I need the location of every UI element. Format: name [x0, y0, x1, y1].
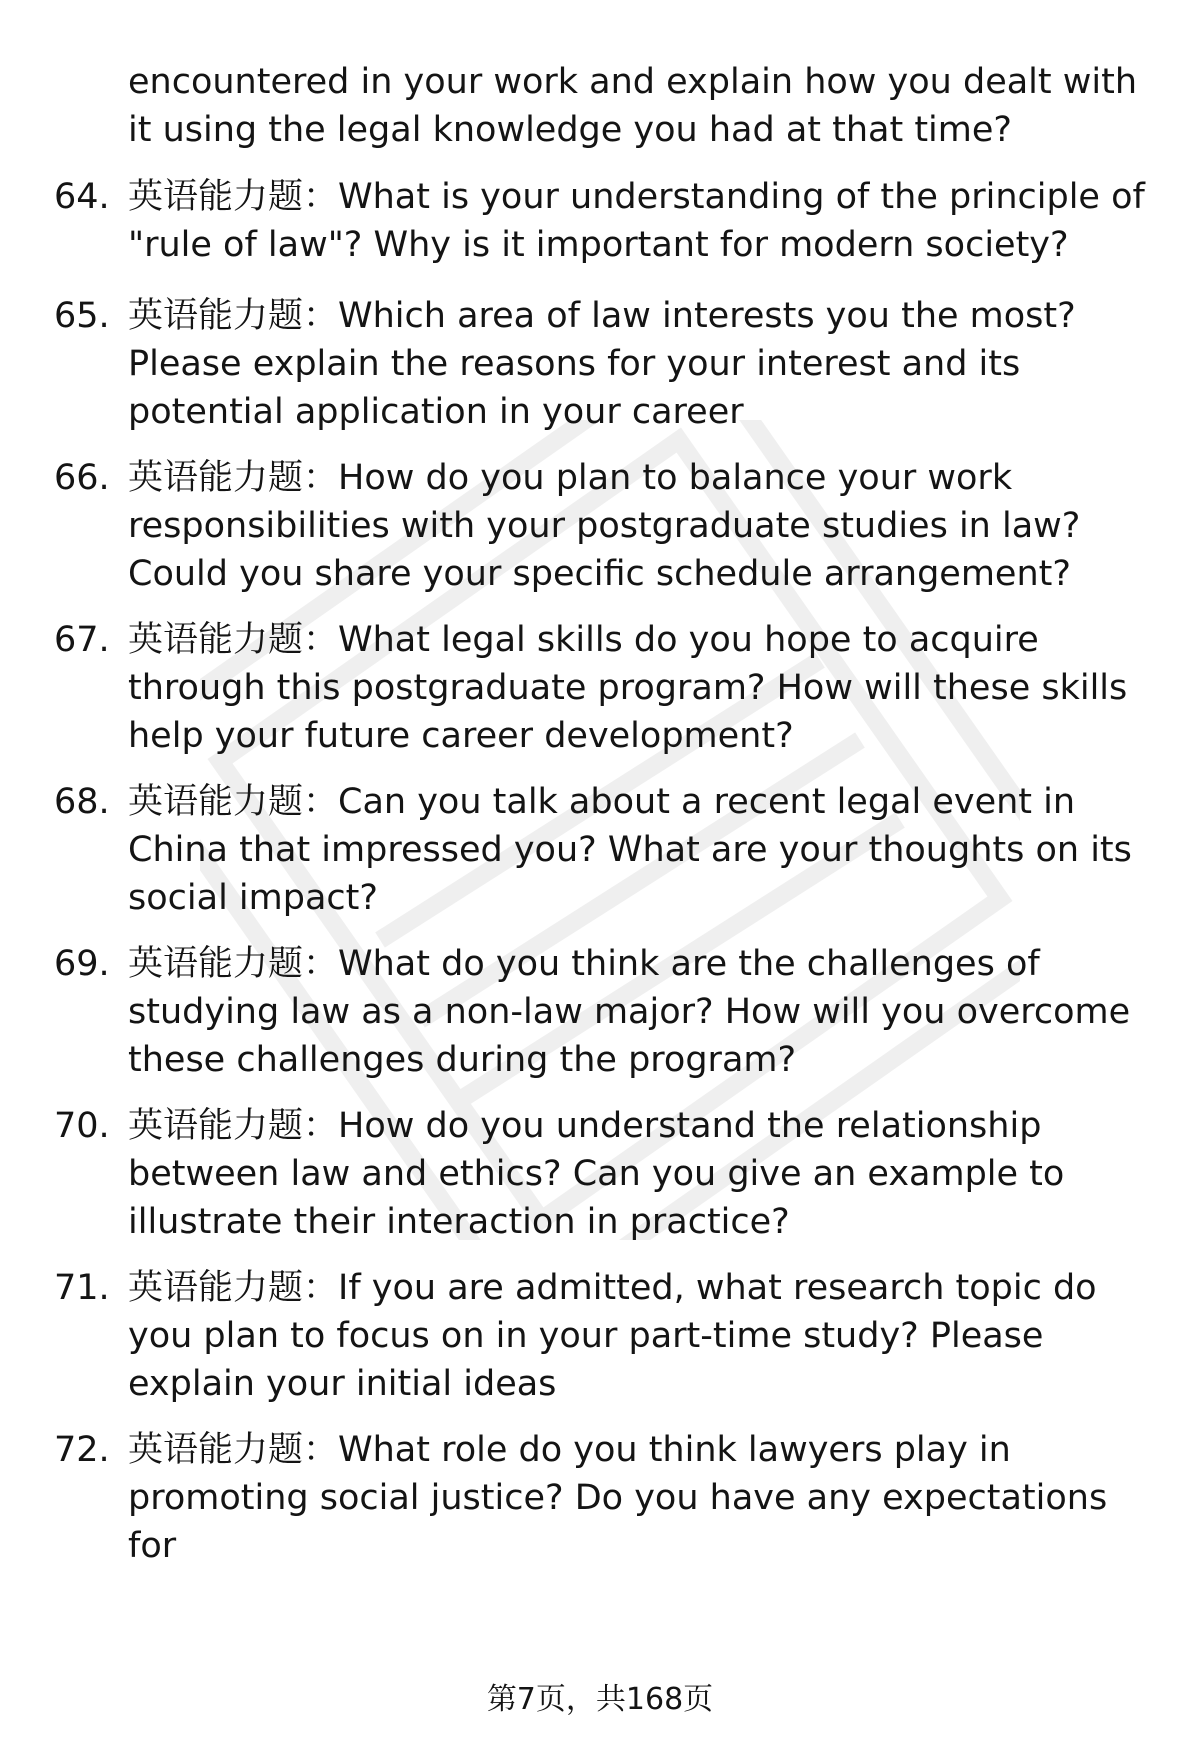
- question-text: What role do you think lawyers play in promoting social justice? Do you have any expectations for: [128, 1430, 1108, 1566]
- question-number: 70.: [54, 1106, 110, 1146]
- question-number: 64.: [54, 177, 110, 217]
- question-category-label: 英语能力题：: [128, 177, 339, 217]
- question-category-label: 英语能力题：: [128, 1106, 339, 1146]
- question-body: [128, 778, 1158, 922]
- question-category-label: 英语能力题：: [128, 1268, 339, 1308]
- question-category-label: 英语能力题：: [128, 296, 339, 336]
- question-body: [128, 940, 1158, 1084]
- question-number: 67.: [54, 620, 110, 660]
- question-category-label: 英语能力题：: [128, 458, 339, 498]
- question-text: What legal skills do you hope to acquire through this postgraduate program? How will these skills help your future career development?: [128, 620, 1128, 756]
- previous-question-continuation: encountered in your work and explain how you dealt with it using the legal knowledge you had at that time?: [128, 62, 1138, 150]
- question-body: [128, 1102, 1158, 1246]
- question-text: What do you think are the challenges of studying law as a non-law major? How will you overcome these challenges during the program?: [128, 944, 1131, 1080]
- question-body: [128, 616, 1158, 760]
- question-body: [128, 454, 1158, 598]
- question-body: [128, 292, 1158, 436]
- question-body: [128, 1264, 1158, 1408]
- question-number: 68.: [54, 782, 110, 822]
- question-body: [128, 173, 1158, 269]
- question-number: 71.: [54, 1268, 110, 1308]
- question-text: If you are admitted, what research topic do you plan to focus on in your part-time study? Please explain your initial ideas: [128, 1268, 1097, 1404]
- question-text: How do you understand the relationship between law and ethics? Can you give an example to illustrate their interaction in practice?: [128, 1106, 1065, 1242]
- question-text: How do you plan to balance your work responsibilities with your postgraduate studies in law? Could you share your specific schedule arrangement?: [128, 458, 1081, 594]
- question-text: Which area of law interests you the most? Please explain the reasons for your interest and its potential application in your career: [128, 296, 1076, 432]
- question-number: 66.: [54, 458, 110, 498]
- question-category-label: 英语能力题：: [128, 782, 339, 822]
- question-number: 65.: [54, 296, 110, 336]
- question-category-label: 英语能力题：: [128, 1430, 339, 1470]
- question-number: 72.: [54, 1430, 110, 1470]
- question-body: [128, 1426, 1158, 1570]
- question-text: What is your understanding of the principle of "rule of law"? Why is it important for modern society?: [128, 177, 1145, 265]
- question-category-label: 英语能力题：: [128, 620, 339, 660]
- page-indicator: 第7页，共168页: [486, 1682, 714, 1717]
- question-category-label: 英语能力题：: [128, 944, 339, 984]
- question-text: Can you talk about a recent legal event in China that impressed you? What are your thoughts on its social impact?: [128, 782, 1132, 918]
- question-number: 69.: [54, 944, 110, 984]
